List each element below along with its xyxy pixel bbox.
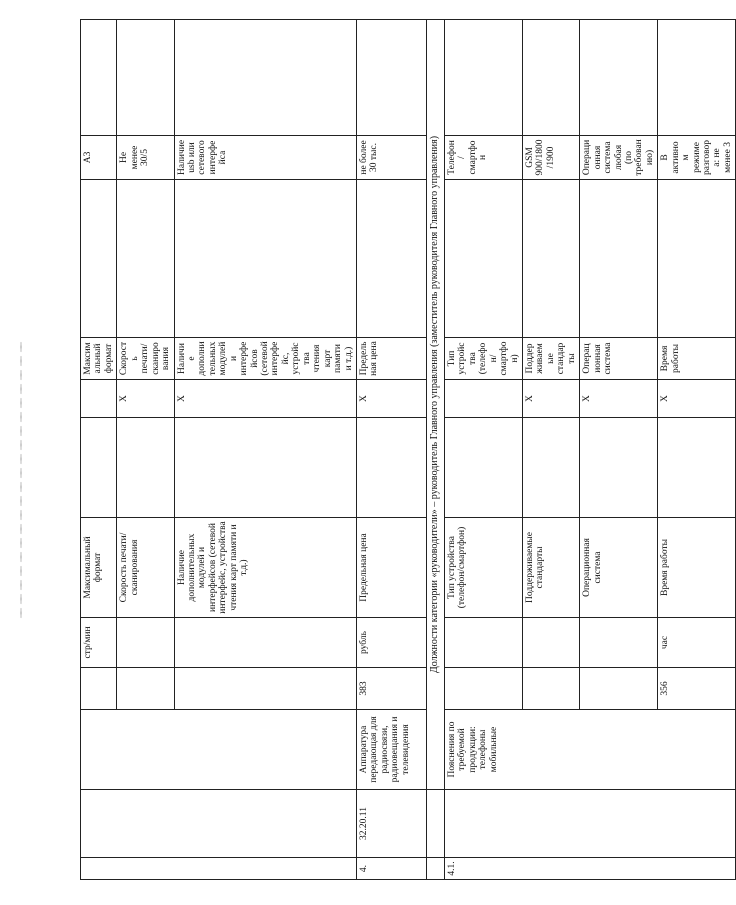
cell-unit — [174, 618, 356, 668]
cell-rpp-char: Тип устройства (телефон/смартфон) — [444, 338, 522, 380]
cell-value: В активном режиме разговора: не менее 3 — [658, 135, 736, 179]
table-row — [426, 19, 444, 879]
cell-spacer — [117, 179, 174, 337]
category-header: Должности категории «руководители» – руководитель Главного управления (заместитель руководителя Главного управления) — [426, 19, 444, 789]
cell-x: Х — [523, 380, 580, 418]
cell-rpp-char: Операционная система — [580, 338, 658, 380]
cell-x: Х — [580, 380, 658, 418]
cell-extra — [523, 19, 580, 135]
cell-char: Время работы — [658, 518, 736, 618]
cell-value: А3 — [81, 135, 117, 179]
cell-spacer — [174, 418, 356, 518]
cell-char: Тип устройства (телефон/смартфон) — [444, 518, 522, 618]
cell-rpp-char: Время работы — [658, 338, 736, 380]
cell-rpp-char: Наличие дополнительных модулей и интерфейсов (сетевой интерфейс, устройства чтения карт памяти и т.д.) — [174, 338, 356, 380]
cell-okei — [174, 668, 356, 710]
cell-extra — [356, 19, 426, 135]
cell-spacer — [356, 418, 426, 518]
cell-unit: час — [658, 618, 736, 668]
cell-rpp-char: Скорость печати/сканирования — [117, 338, 174, 380]
cell-spacer — [523, 179, 580, 337]
cell-unit: рубль — [356, 618, 426, 668]
cell-x — [81, 380, 117, 418]
cell-num — [81, 858, 357, 880]
cell-okei — [523, 668, 580, 710]
cell-spacer — [444, 179, 522, 337]
cell-unit — [580, 618, 658, 668]
cell-x: Х — [174, 380, 356, 418]
cell-char: Операционная система — [580, 518, 658, 618]
cell-value: GSM 900/1800/1900 — [523, 135, 580, 179]
cell-x: Х — [117, 380, 174, 418]
cell-spacer — [174, 179, 356, 337]
cell-extra — [444, 19, 522, 135]
cell-unit — [444, 618, 522, 668]
cell-okei — [117, 668, 174, 710]
cell-value: Операционная система любая (по требованию) — [580, 135, 658, 179]
cell-extra — [658, 19, 736, 135]
cell-okei: 356 — [658, 668, 736, 710]
cell-value: Наличие usb или сетевого интерфейса — [174, 135, 356, 179]
cell-x: Х — [658, 380, 736, 418]
cell-char: Скорость печати/сканирования — [117, 518, 174, 618]
cell-extra — [174, 19, 356, 135]
cell-rpp-char: Максимальный формат — [81, 338, 117, 380]
cell-spacer — [658, 418, 736, 518]
cell-char: Предельная цена — [356, 518, 426, 618]
cell-char: Поддерживаемые стандарты — [523, 518, 580, 618]
cell-rpp-char: Поддерживаемые стандарты — [523, 338, 580, 380]
cell-unit — [117, 618, 174, 668]
cell-okei: 383 — [356, 668, 426, 710]
table-row — [81, 19, 117, 879]
cell-num: 4. — [356, 858, 426, 880]
requirements-table — [80, 19, 736, 880]
cell-code — [426, 790, 444, 858]
cell-unit: стр/мин — [81, 618, 117, 668]
cell-extra — [117, 19, 174, 135]
cell-spacer — [523, 418, 580, 518]
rotated-table-container — [80, 20, 733, 880]
cell-num — [426, 858, 444, 880]
cell-spacer — [580, 179, 658, 337]
cell-x — [444, 380, 522, 418]
cell-okei — [81, 668, 117, 710]
cell-x: Х — [356, 380, 426, 418]
cell-extra — [580, 19, 658, 135]
cell-name — [81, 710, 357, 790]
cell-spacer — [81, 418, 117, 518]
cell-name: Аппаратура передающая для радиосвязи, радиовещания и телевидения — [356, 710, 426, 790]
table-row — [444, 19, 522, 879]
cell-extra — [81, 19, 117, 135]
cell-spacer — [658, 179, 736, 337]
punch-hole-marks — [20, 340, 22, 620]
cell-rpp-char: Предельная цена — [356, 338, 426, 380]
cell-value: не более 30 тыс. — [356, 135, 426, 179]
cell-spacer — [81, 179, 117, 337]
cell-num: 4.1. — [444, 858, 735, 880]
cell-okei — [580, 668, 658, 710]
table-row — [356, 19, 426, 879]
cell-code — [81, 790, 357, 858]
cell-spacer — [444, 418, 522, 518]
cell-spacer — [580, 418, 658, 518]
cell-value: Телефон/смартфон — [444, 135, 522, 179]
cell-unit — [523, 618, 580, 668]
cell-name: Пояснения по требуемой продукции: телефоны мобильные — [444, 710, 735, 790]
cell-spacer — [356, 179, 426, 337]
cell-code: 32.20.11 — [356, 790, 426, 858]
cell-char: Наличие дополнительных модулей и интерфейсов (сетевой интерфейс, устройства чтения карт памяти и т.д.) — [174, 518, 356, 618]
cell-okei — [444, 668, 522, 710]
cell-spacer — [117, 418, 174, 518]
cell-code — [444, 790, 735, 858]
cell-char: Максимальный формат — [81, 518, 117, 618]
cell-value: Не менее 30/5 — [117, 135, 174, 179]
